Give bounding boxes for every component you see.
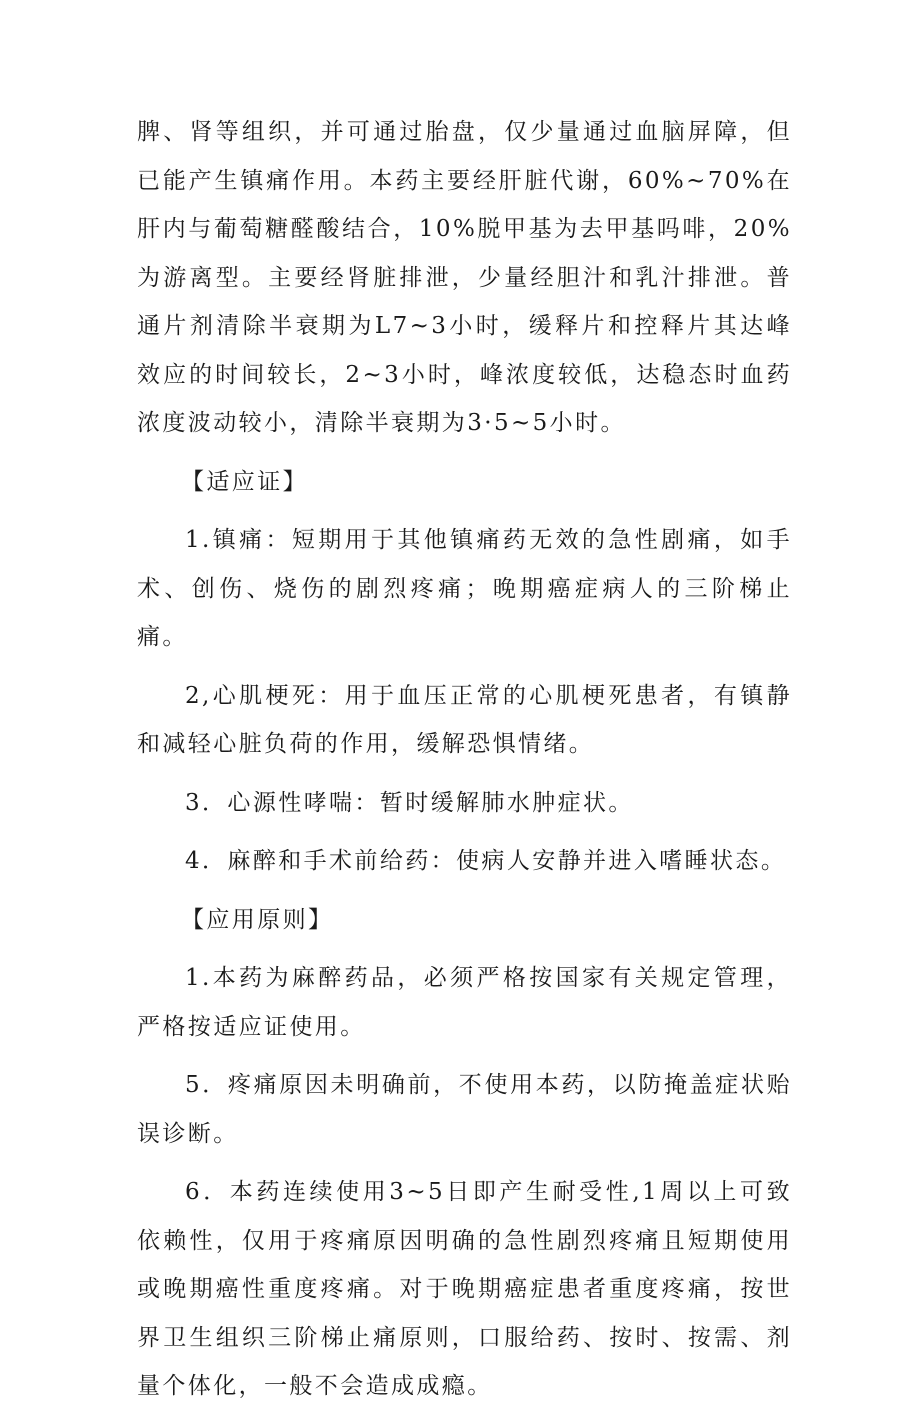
list-item-analgesia: 1.镇痛：短期用于其他镇痛药无效的急性剧痛，如手术、创伤、烧伤的剧烈疼痛；晚期癌症病人的三阶梯止痛。 [137,527,792,650]
section-heading-principles: 【应用原则】 [181,906,334,933]
list-item-myocardial-infarction: 2,心肌梗死：用于血压正常的心肌梗死患者，有镇静和减轻心脏负荷的作用，缓解恐惧情绪。 [137,682,792,757]
list-item-tolerance: 6．本药连续使用3~5日即产生耐受性,1周以上可致依赖性，仅用于疼痛原因明确的急性剧烈疼痛且短期使用或晚期癌性重度疼痛。对于晚期癌症患者重度疼痛，按世界卫生组织三阶梯止痛原则，口服给药、按时、按需、剂量个体化，一般不会造成成瘾。 [137,1179,792,1399]
section-heading-indications: 【适应证】 [181,468,308,495]
paragraph-pharmacokinetics: 脾、肾等组织，并可通过胎盘，仅少量通过血脑屏障，但已能产生镇痛作用。本药主要经肝脏代谢，60%~70%在肝内与葡萄糖醛酸结合，10%脱甲基为去甲基吗啡，20%为游离型。主要经肾脏排泄，少量经胆汁和乳汁排泄。普通片剂清除半衰期为L7~3小时，缓释片和控释片其达峰效应的时间较长，2~3小时，峰浓度较低，达稳态时血药浓度波动较小，清除半衰期为3·5~5小时。 [137,119,792,436]
list-item-preoperative: 4．麻醉和手术前给药：使病人安静并进入嗜睡状态。 [185,848,787,874]
list-item-cardiac-asthma: 3．心源性哮喘：暂时缓解肺水肿症状。 [185,789,634,816]
list-item-narcotic-management: 1.本药为麻醉药品，必须严格按国家有关规定管理，严格按适应证使用。 [137,965,792,1040]
list-item-undiagnosed-pain: 5．疼痛原因未明确前，不使用本药，以防掩盖症状贻误诊断。 [137,1072,792,1147]
